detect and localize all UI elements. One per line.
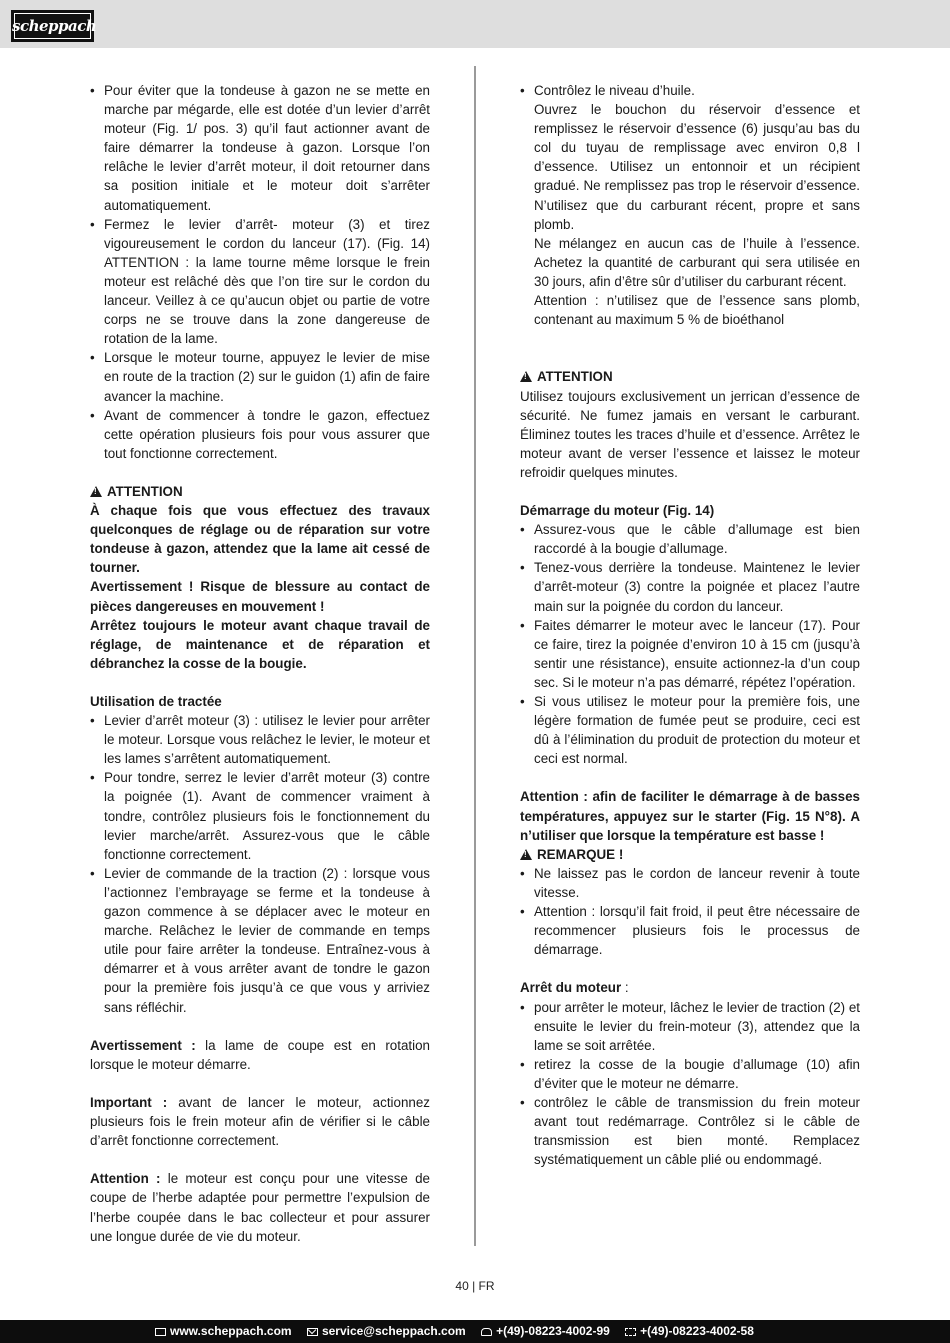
list-item: • Tenez-vous derrière la tondeuse. Maintenez le levier d’arrêt-moteur (3) contre la poignée et placez l’autre main sur la poignée du cordon du lanceur. (520, 558, 860, 615)
attention-line: Avertissement ! Risque de blessure au contact de pièces dangereuses en mouvement ! (90, 579, 430, 614)
scheppach-logo: scheppach (11, 10, 94, 42)
footer-fax: +(49)-08223-4002-58 (625, 1320, 754, 1343)
list-item: • Avant de commencer à tondre le gazon, effectuez cette opération plusieurs fois pour vous assurer que tout fonctionne correctement. (90, 406, 430, 463)
list-item: • Levier d’arrêt moteur (3) : utilisez le levier pour arrêter le moteur. Lorsque vous relâchez le levier, le moteur et les lames s’arrêtent automatiquement. (90, 711, 430, 768)
page-number: 40 | FR (455, 1279, 495, 1293)
list-item: • Faites démarrer le moteur avec le lanceur (17). Pour ce faire, tirez la poignée d’environ 10 à 15 cm (jusqu’à sentir une résistance), ensuite actionnez-la d’un coup sec. Si le moteur n’a pas démarré, répétez l’opération. (520, 616, 860, 692)
attention-title: ATTENTION (107, 483, 183, 499)
page-footer (0, 1320, 950, 1343)
section-title-tractee: Utilisation de tractée (90, 694, 222, 709)
footer-email[interactable]: service@scheppach.com (307, 1320, 466, 1343)
page-header (0, 0, 950, 48)
important-paragraph: Important : avant de lancer le moteur, actionnez plusieurs fois le frein moteur afin de vérifier si le câble d’arrêt fonctionne correctement. (90, 1094, 430, 1149)
warning-paragraph: Avertissement : la lame de coupe est en rotation lorsque le moteur démarre. (90, 1037, 430, 1072)
oil-list (520, 81, 860, 329)
attention-line: Arrêtez toujours le moteur avant chaque travail de réglage, de maintenance et de réparation et débranchez la cosse de la bougie. (90, 617, 430, 671)
attention-line: À chaque fois que vous effectuez des travaux quelconques de réglage ou de réparation sur votre tondeuse à gazon, attendez que la lame ait cessé de tourner. (90, 503, 430, 576)
phone-icon (481, 1328, 492, 1336)
left-column (90, 81, 430, 1246)
stop-heading: Arrêt du moteur : (520, 980, 629, 996)
section-title-start: Démarrage du moteur (Fig. 14) (520, 503, 715, 519)
list-item: • Contrôlez le niveau d’huile. Ouvrez le bouchon du réservoir d’essence et remplissez le réservoir d’essence (6) jusqu’au bas du col du tuyau de remplissage avec environ 0,8 l d’essence. Utilisez un entonnoir et un récipient gradué. Ne remplissez pas trop le réservoir d’essence. N’utilisez que du carburant récent, propre et sans plomb. Ne mélangez en aucun cas de l’huile à l’essence. Achetez la quantité de carburant qui sera utilisée en 30 jours, afin d’être sûr d’utiliser du carburant récent. Attention : n’utilisez que de l’essence sans plomb, contenant au maximum 5 % de bioéthanol (520, 81, 860, 329)
list-item: • Pour tondre, serrez le levier d’arrêt moteur (3) contre la poignée (1). Avant de commencer vraiment à tondre, contrôlez plusieurs fois le fonctionnement du levier marche/arrêt. Assurez-vous que le câble fonctionne correctement. (90, 768, 430, 863)
footer-website[interactable]: www.scheppach.com (155, 1320, 292, 1343)
mail-icon (307, 1328, 318, 1336)
tractee-bullets-list (90, 711, 430, 1017)
attention-heading (90, 482, 430, 501)
list-item: • Assurez-vous que le câble d’allumage est bien raccordé à la bougie d’allumage. (520, 520, 860, 558)
start-bullets-list (90, 81, 430, 463)
list-item: • contrôlez le câble de transmission du frein moteur avant tout redémarrage. Contrôlez si le câble de transmission est bien monté. Remplacez systématiquement un câble plié ou endommagé. (520, 1093, 860, 1169)
list-item: • Attention : lorsqu’il fait froid, il peut être nécessaire de recommencer plusieurs fois le processus de démarrage. (520, 902, 860, 959)
right-column (520, 81, 860, 1169)
attention-text: Utilisez toujours exclusivement un jerrican d’essence de sécurité. Ne fumez jamais en versant le carburant. Éliminez toutes les traces d’huile et d’essence. Arrêtez le moteur avant de verser l’essence et laissez le moteur refroidir quelques minutes. (520, 388, 860, 480)
warning-icon (90, 486, 102, 497)
warning-icon (520, 371, 532, 382)
list-item: • pour arrêter le moteur, lâchez le levier de traction (2) et ensuite le levier du frein-moteur (3), attendez que la lame se soit arrêtée. (520, 998, 860, 1055)
start-engine-list (520, 520, 860, 768)
stop-engine-list (520, 998, 860, 1170)
attention-heading: !ATTENTION (520, 367, 860, 386)
list-item: • Lorsque le moteur tourne, appuyez le levier de mise en route de la traction (2) sur le guidon (1) afin de faire avancer la machine. (90, 348, 430, 405)
fax-icon (625, 1328, 636, 1336)
column-divider (474, 66, 476, 1246)
list-item: • Ne laissez pas le cordon de lanceur revenir à toute vitesse. (520, 864, 860, 902)
list-item: • Pour éviter que la tondeuse à gazon ne se mette en marche par mégarde, elle est dotée d’un levier d’arrêt moteur (Fig. 1/ pos. 3) qu’il faut actionner avant de faire démarrer la tondeuse à gazon. Lorsque l’on relâche le levier d’arrêt moteur, il doit retourner dans sa position initiale et le moteur doit s’arrêter automatiquement. (90, 81, 430, 215)
list-item: • retirez la cosse de la bougie d’allumage (10) afin d’éviter que le moteur ne démarre. (520, 1055, 860, 1093)
footer-phone: +(49)-08223-4002-99 (481, 1320, 610, 1343)
computer-icon (155, 1328, 166, 1336)
warning-icon (520, 849, 532, 860)
attention-paragraph: Attention : le moteur est conçu pour une vitesse de coupe de l’herbe adaptée pour permettre l’expulsion de l’herbe coupée dans le bac collecteur et pour assurer une longue durée de vie du moteur. (90, 1171, 431, 1244)
list-item: • Levier de commande de la traction (2) : lorsque vous l’actionnez l’embrayage se ferme et la tondeuse à gazon commence à se déplacer avec le moteur en marche. Relâchez le levier de commande en temps utile pour faire arrêter la tondeuse. Entraînez-vous à démarrer et à vous arrêter avant de tondre le gazon pour la première fois jusqu’à ce que vous y arriviez sans réfléchir. (90, 864, 430, 1017)
remarque-list (520, 864, 860, 959)
list-item: • Si vous utilisez le moteur pour la première fois, une légère formation de fumée peut se produire, ceci est dû à l’élimination du produit de protection du moteur et ceci est normal. (520, 692, 860, 768)
starter-note: Attention : afin de faciliter le démarrage à de basses températures, appuyez sur le starter (Fig. 15 N°8). A n’utiliser que lorsque la température est basse ! (520, 789, 860, 843)
remarque-heading: !REMARQUE ! (520, 845, 860, 864)
list-item: • Fermez le levier d’arrêt- moteur (3) et tirez vigoureusement le cordon du lanceur (17). (Fig. 14) ATTENTION : la lame tourne même lorsque le frein moteur est relâché dès que l’on tire sur le cordon du lanceur. Veillez à ce qu’aucun objet ou partie de votre corps ne se trouve dans la zone dangereuse de rotation de la lame. (90, 215, 430, 349)
